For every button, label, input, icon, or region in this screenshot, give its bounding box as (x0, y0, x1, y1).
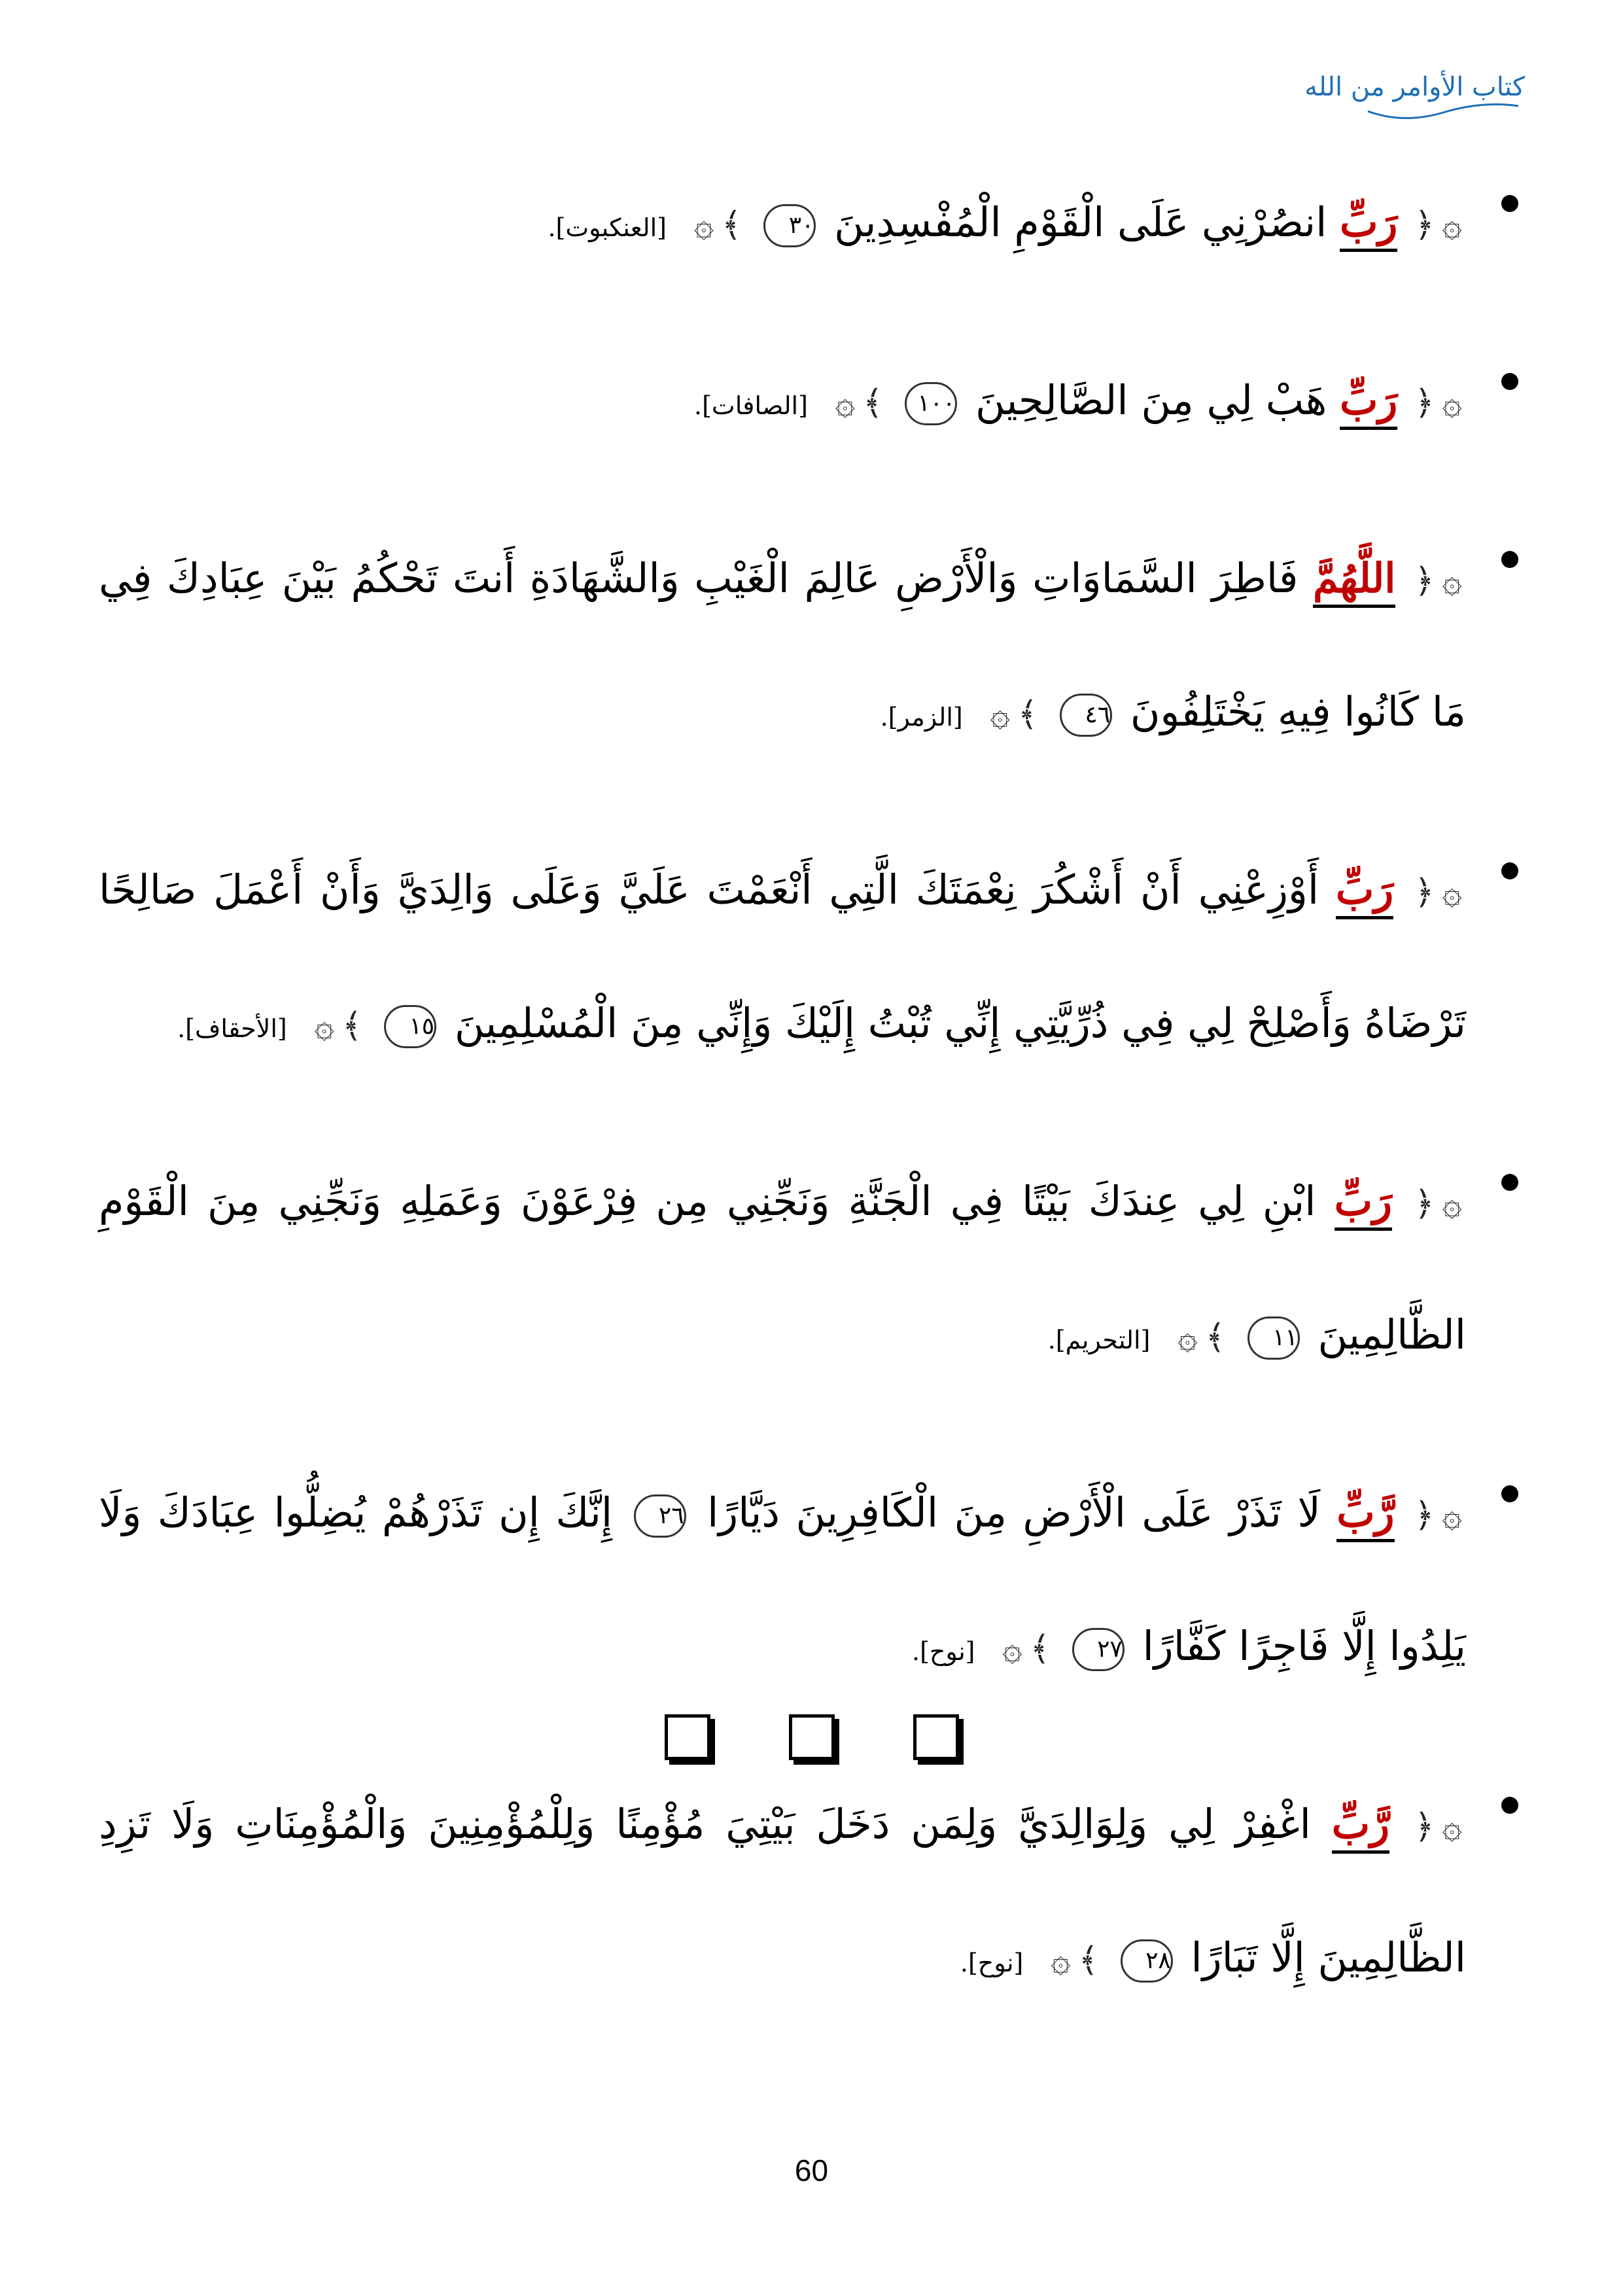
open-bracket: ﴿ (1414, 1184, 1435, 1224)
surah-reference: [نوح]. (960, 1949, 1024, 1977)
verse-list (99, 157, 1525, 2070)
close-bracket: ﴾ (722, 205, 742, 245)
verse-text: اغْفِرْ لِي وَلِوَالِدَيَّ وَلِمَن دَخَلَ بَيْتِيَ مُؤْمِنًا وَلِلْمُؤْمِنِينَ وَالْمُؤْمِنَاتِ وَلَا تَزِدِ الظَّالِمِينَ إِلَّا تَبَارًا (99, 1800, 1466, 1981)
star-ornament-icon: ۞ (314, 1006, 334, 1046)
verse-text: فَاطِرَ السَّمَاوَاتِ وَالْأَرْضِ عَالِمَ الْغَيْبِ وَالشَّهَادَةِ أَنتَ تَحْكُمُ بَيْنَ عِبَادِكَ فِي مَا كَانُوا فِيهِ (99, 554, 1466, 735)
ayah-number: ١٠٠ (905, 382, 957, 425)
ayah-number: ٢٦ (634, 1494, 686, 1538)
bullet-icon (1501, 1485, 1518, 1502)
verse-keyword: رَبِّ (1335, 1177, 1392, 1231)
surah-reference: [الصافات]. (694, 391, 808, 420)
verse-keyword: رَبِّ (1340, 376, 1397, 430)
square-ornament-icon (665, 1714, 710, 1760)
square-ornament-icon (913, 1714, 959, 1760)
star-ornament-icon: ۞ (1002, 1629, 1022, 1669)
close-bracket: ﴾ (341, 1006, 362, 1046)
ayah-number: ٢٨ (1121, 1939, 1173, 1983)
star-ornament-icon: ۞ (1442, 1496, 1462, 1535)
open-bracket: ﴿ (1414, 1807, 1435, 1846)
verse-text-final: كَفَّارًا (1142, 1622, 1226, 1670)
close-bracket: ﴾ (1078, 1941, 1099, 1980)
open-bracket: ﴿ (1414, 561, 1435, 601)
verse-item (99, 513, 1525, 783)
verse-line (99, 157, 1466, 293)
star-ornament-icon: ۞ (1442, 873, 1462, 912)
verse-text-continued: لِي فِي ذُرِّيَّتِي إِنِّي تُبْتُ إِلَيْكَ وَإِنِّي مِنَ الْمُسْلِمِينَ (454, 999, 1234, 1047)
verse-line (99, 335, 1466, 471)
verse-keyword: اللَّهُمَّ (1313, 554, 1395, 608)
star-ornament-icon: ۞ (1442, 1184, 1462, 1224)
close-bracket: ﴾ (1205, 1318, 1226, 1357)
close-bracket: ﴾ (1030, 1629, 1051, 1669)
bullet-icon (1501, 195, 1518, 212)
verse-keyword: رَبِّ (1340, 198, 1397, 252)
verse-item (99, 335, 1525, 471)
close-bracket: ﴾ (863, 383, 883, 423)
verse-item (99, 1447, 1525, 1717)
section-separator (0, 1714, 1623, 1760)
ayah-number: ٢٧ (1072, 1628, 1125, 1671)
surah-reference: [الزمر]. (880, 703, 963, 732)
star-ornament-icon: ۞ (1442, 1807, 1462, 1846)
open-bracket: ﴿ (1414, 873, 1435, 912)
star-ornament-icon: ۞ (1442, 561, 1462, 601)
open-bracket: ﴿ (1414, 1496, 1435, 1535)
verse-line (99, 1759, 1466, 2028)
verse-text-continued: يَخْتَلِفُونَ (1130, 688, 1265, 735)
verse-line (99, 1447, 1466, 1717)
verse-text: انصُرْنِي عَلَى الْقَوْمِ الْمُفْسِدِينَ (834, 198, 1327, 246)
book-title: كتاب الأوامر من الله (1304, 72, 1525, 102)
verse-line (99, 1136, 1466, 1405)
verse-text: ابْنِ لِي عِندَكَ بَيْتًا فِي الْجَنَّةِ وَنَجِّنِي مِن فِرْعَوْنَ وَعَمَلِهِ وَنَجِّنِي مِنَ الْقَوْمِ الظَّالِمِينَ (99, 1177, 1466, 1358)
star-ornament-icon: ۞ (835, 383, 856, 423)
ayah-number: ١١ (1248, 1316, 1300, 1360)
ayah-number: ٤٦ (1060, 694, 1112, 737)
bullet-icon (1501, 551, 1518, 568)
open-bracket: ﴿ (1414, 205, 1435, 245)
square-ornament-icon (789, 1714, 835, 1760)
verse-keyword: رَبِّ (1336, 866, 1393, 919)
verse-text: لَا تَذَرْ عَلَى الْأَرْضِ مِنَ الْكَافِرِينَ دَيَّارًا (707, 1489, 1321, 1536)
star-ornament-icon: ۞ (1051, 1941, 1071, 1980)
verse-text: أَوْزِعْنِي أَنْ أَشْكُرَ نِعْمَتَكَ الَّتِي أَنْعَمْتَ عَلَيَّ وَعَلَى وَالِدَيَّ وَأَنْ أَعْمَلَ صَالِحًا تَرْضَاهُ وَأَصْلِحْ (99, 866, 1466, 1047)
verse-text: هَبْ لِي مِنَ الصَّالِحِينَ (975, 376, 1327, 424)
verse-keyword: رَّبِّ (1336, 1489, 1394, 1542)
star-ornament-icon: ۞ (1442, 383, 1462, 423)
surah-reference: [العنكبوت]. (548, 213, 667, 242)
verse-text-continued: إِنَّكَ إِن تَذَرْهُمْ يُضِلُّوا عِبَادَكَ وَلَا يَلِدُوا إِلَّا فَاجِرًا (99, 1489, 1466, 1670)
page-number: 60 (794, 2153, 829, 2187)
surah-reference: [التحريم]. (1047, 1326, 1151, 1354)
verse-item (99, 1759, 1525, 2028)
verse-keyword: رَّبِّ (1332, 1800, 1389, 1854)
verse-item (99, 1136, 1525, 1405)
bullet-icon (1501, 1797, 1518, 1814)
title-flourish-icon (1365, 98, 1522, 124)
verse-item (99, 157, 1525, 293)
star-ornament-icon: ۞ (1178, 1318, 1198, 1357)
verse-line (99, 513, 1466, 783)
verse-line (99, 824, 1466, 1094)
ayah-number: ٣٠ (763, 204, 816, 247)
surah-reference: [الأحقاف]. (177, 1014, 287, 1043)
ayah-number: ١٥ (384, 1005, 436, 1048)
star-ornament-icon: ۞ (990, 695, 1010, 734)
bullet-icon (1501, 862, 1518, 879)
star-ornament-icon: ۞ (1442, 205, 1462, 245)
verse-item (99, 824, 1525, 1094)
surah-reference: [نوح]. (912, 1637, 975, 1666)
bullet-icon (1501, 373, 1518, 390)
bullet-icon (1501, 1174, 1518, 1191)
star-ornament-icon: ۞ (693, 205, 714, 245)
close-bracket: ﴾ (1017, 695, 1038, 734)
open-bracket: ﴿ (1414, 383, 1435, 423)
